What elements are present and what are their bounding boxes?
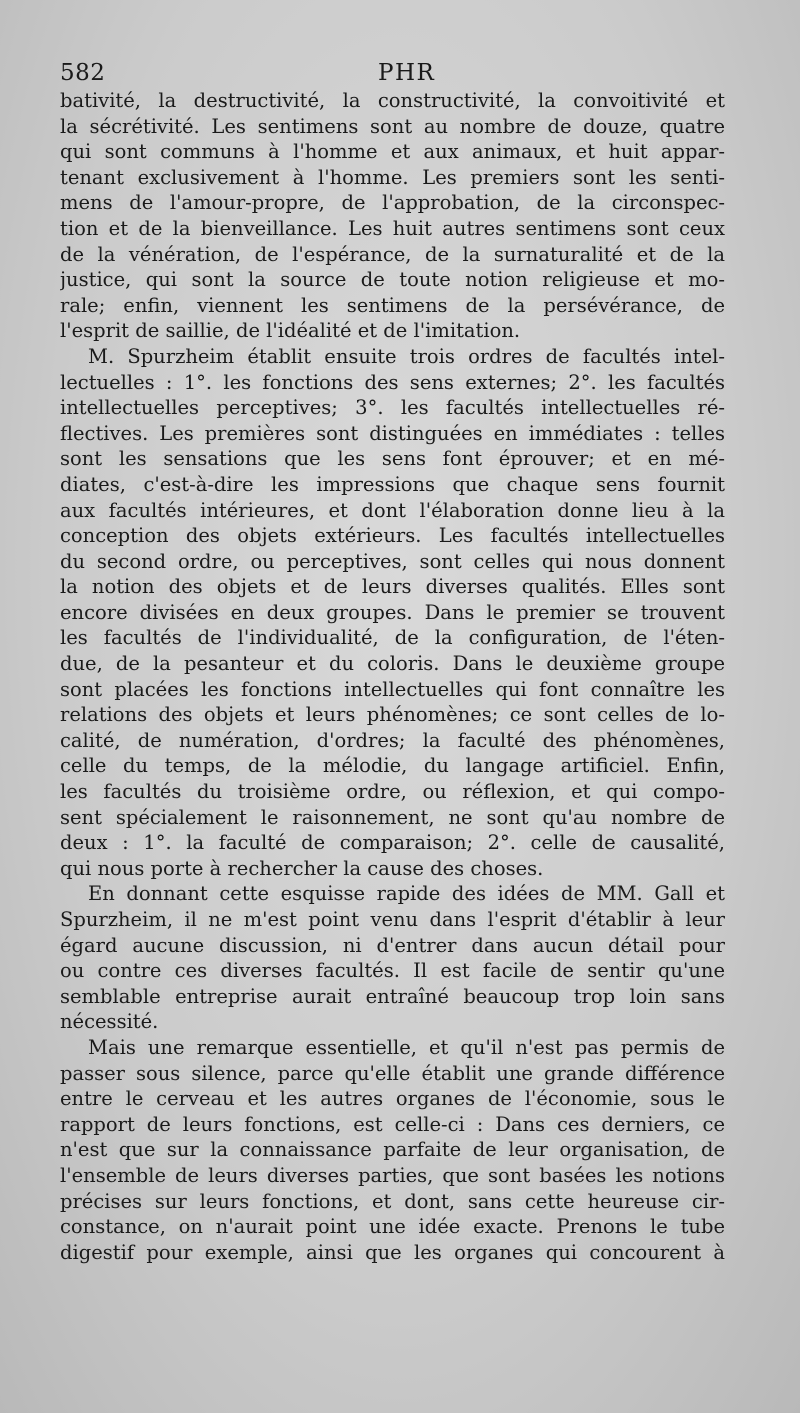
text-line: tenant exclusivement à l'homme. Les premiers sont les senti- — [60, 165, 725, 189]
text-line: sont les sensations que les sens font éprouver; et en mé- — [60, 447, 725, 471]
text-line: deux : 1°. la faculté de comparaison; 2°. celle de causalité, — [60, 831, 725, 855]
text-line: celle du temps, de la mélodie, du langage artificiel. Enfin, — [60, 754, 725, 778]
text-line: digestif pour exemple, ainsi que les organes qui concourent à — [60, 1240, 725, 1264]
text-line: diates, c'est-à-dire les impressions que chaque sens fournit — [60, 472, 725, 496]
text-line: les facultés du troisième ordre, ou réflexion, et qui compo- — [60, 780, 725, 804]
text-line: justice, qui sont la source de toute notion religieuse et mo- — [60, 268, 725, 292]
text-line: n'est que sur la connaissance parfaite de leur organisation, de — [60, 1138, 725, 1162]
text-line: sont placées les fonctions intellectuelles qui font connaître les — [60, 677, 725, 701]
text-line: mens de l'amour-propre, de l'approbation, de la circonspec- — [60, 191, 725, 215]
text-line: due, de la pesanteur et du coloris. Dans le deuxième groupe — [60, 652, 725, 676]
page-header — [60, 56, 730, 92]
text-line: du second ordre, ou perceptives, sont celles qui nous donnent — [60, 549, 725, 573]
text-line: qui sont communs à l'homme et aux animaux, et huit appar- — [60, 140, 725, 164]
text-line: conception des objets extérieurs. Les facultés intellectuelles — [60, 524, 725, 548]
text-line: calité, de numération, d'ordres; la faculté des phénomènes, — [60, 728, 725, 752]
text-line: tion et de la bienveillance. Les huit autres sentimens sont ceux — [60, 216, 725, 240]
text-line: Spurzheim, il ne m'est point venu dans l'esprit d'établir à leur — [60, 908, 725, 931]
text-line: intellectuelles perceptives; 3°. les facultés intellectuelles ré- — [60, 396, 725, 420]
text-line: constance, on n'aurait point une idée exacte. Prenons le tube — [60, 1215, 725, 1239]
page-number: 582 — [60, 60, 106, 86]
text-line: qui nous porte à rechercher la cause des choses. — [60, 856, 544, 880]
text-line: flectives. Les premières sont distinguées en immédiates : telles — [60, 421, 725, 445]
text-line: ou contre ces diverses facultés. Il est facile de sentir qu'une — [60, 959, 725, 983]
text-line: bativité, la destructivité, la constructivité, la convoitivité et — [60, 89, 725, 112]
text-line: semblable entreprise aurait entraîné beaucoup trop loin sans — [60, 984, 725, 1008]
text-line: sent spécialement le raisonnement, ne sont qu'au nombre de — [60, 805, 725, 829]
text-line: rale; enfin, viennent les sentimens de la persévérance, de — [60, 293, 725, 317]
text-line: passer sous silence, parce qu'elle établit une grande différence — [60, 1061, 725, 1085]
text-line: En donnant cette esquisse rapide des idées de MM. Gall et — [88, 882, 725, 906]
text-line: la notion des objets et de leurs diverses qualités. Elles sont — [60, 575, 725, 599]
text-line: M. Spurzheim établit ensuite trois ordres de facultés intel- — [88, 344, 725, 368]
text-line: égard aucune discussion, ni d'entrer dans aucun détail pour — [60, 933, 725, 957]
text-line: lectuelles : 1°. les fonctions des sens externes; 2°. les facultés — [60, 370, 725, 394]
text-line: précises sur leurs fonctions, et dont, sans cette heureuse cir- — [60, 1189, 725, 1213]
text-line: entre le cerveau et les autres organes de l'économie, sous le — [60, 1087, 725, 1111]
text-line: Mais une remarque essentielle, et qu'il n'est pas permis de — [88, 1035, 725, 1059]
text-line: l'ensemble de leurs diverses parties, que sont basées les notions — [60, 1163, 725, 1187]
text-line: nécessité. — [60, 1010, 159, 1034]
text-line: la sécrétivité. Les sentimens sont au nombre de douze, quatre — [60, 114, 725, 138]
text-line: relations des objets et leurs phénomènes; ce sont celles de lo- — [60, 703, 725, 727]
text-line: aux facultés intérieures, et dont l'élaboration donne lieu à la — [60, 498, 725, 522]
text-line: de la vénération, de l'espérance, de la surnaturalité et de la — [60, 242, 725, 266]
body-text — [60, 88, 725, 1265]
text-line: l'esprit de saillie, de l'idéalité et de l'imitation. — [60, 319, 521, 343]
text-line: les facultés de l'individualité, de la configuration, de l'éten- — [60, 626, 725, 650]
text-line: rapport de leurs fonctions, est celle-ci : Dans ces derniers, ce — [60, 1112, 725, 1136]
running-head: PHR — [378, 60, 436, 86]
text-line: encore divisées en deux groupes. Dans le premier se trouvent — [60, 600, 725, 624]
